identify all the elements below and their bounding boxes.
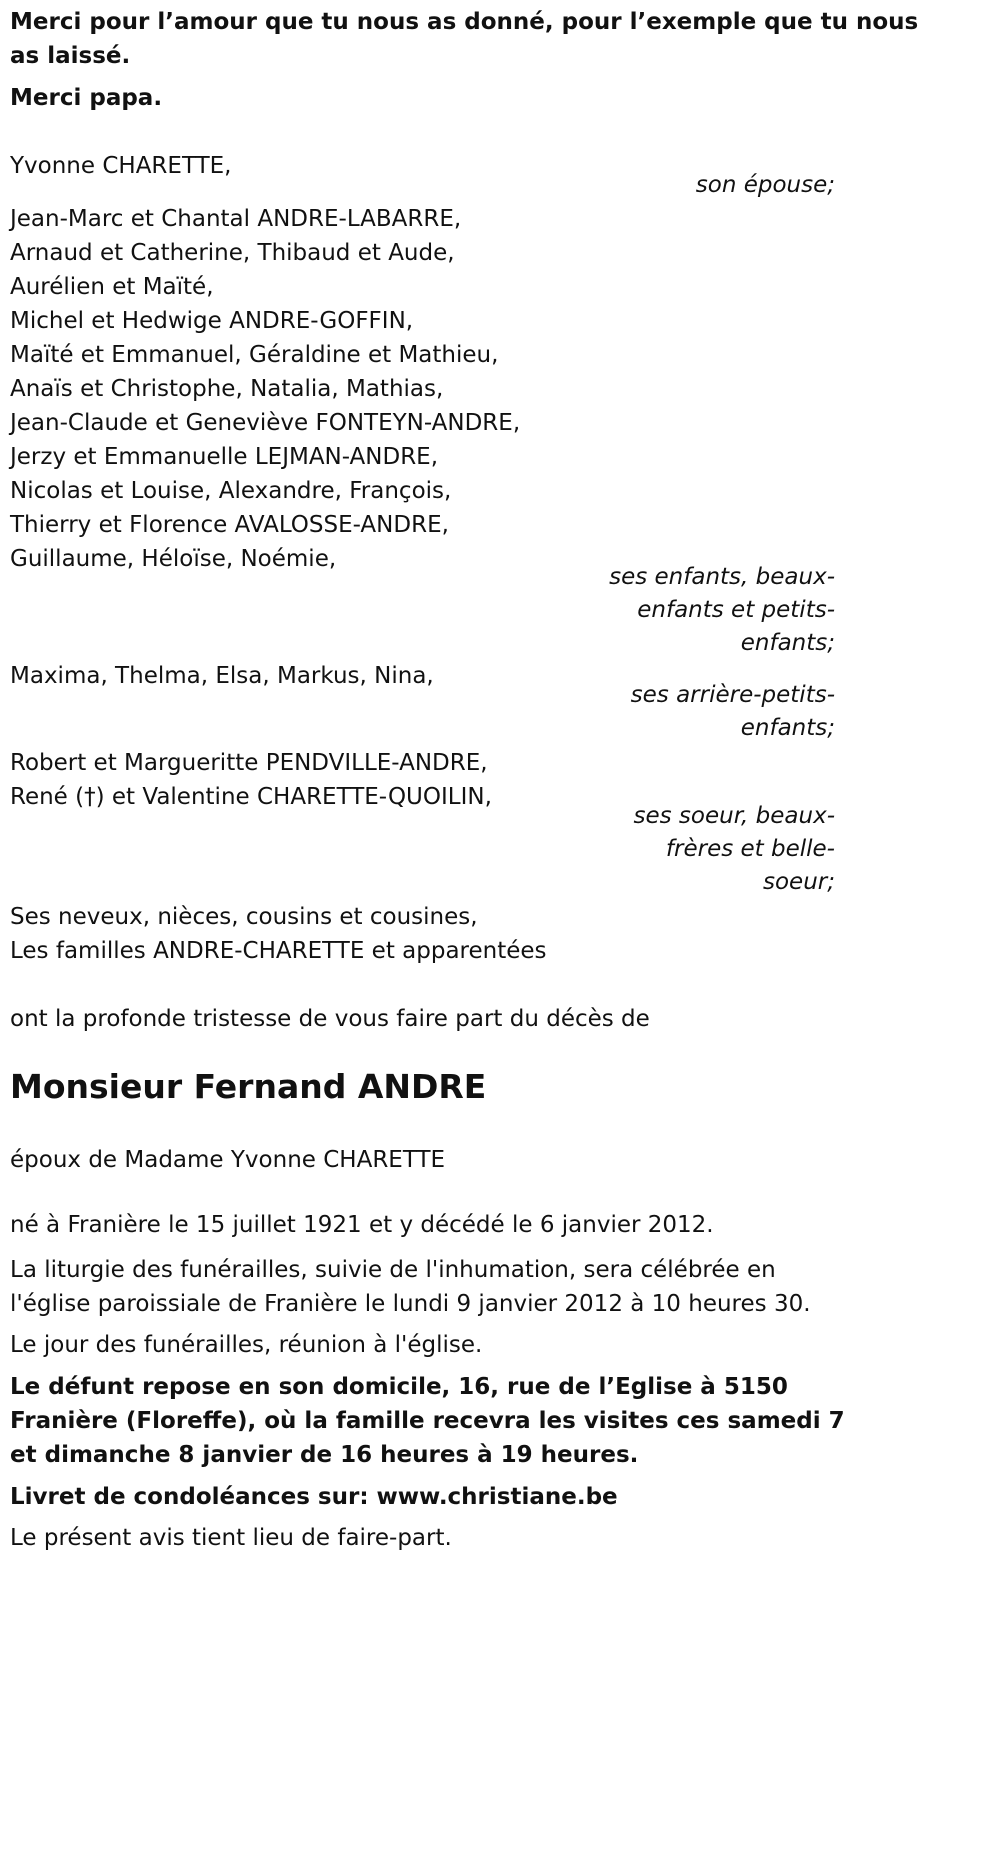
relation-line: ses arrière-petits- [630,682,835,708]
other-relatives [10,900,840,968]
relation-line: frères et belle- [665,836,835,862]
announcement-text: ont la profonde tristesse de vous faire part du décès de [10,1006,650,1032]
relation-line: enfants; [740,715,835,741]
header-tribute [10,5,919,115]
birth-death-text: né à Franière le 15 juillet 1921 et y décédé le 6 janvier 2012. [10,1212,714,1238]
family-line: Maïté et Emmanuel, Géraldine et Mathieu, [10,342,499,368]
notice [10,1521,840,1555]
family-line: Les familles ANDRE-CHARETTE et apparentées [10,938,547,964]
header-line: Merci pour l’amour que tu nous as donné, pour l’exemple que tu nous [10,9,919,35]
family-line: Jerzy et Emmanuelle LEJMAN-ANDRE, [10,444,439,470]
relation-line: ses enfants, beaux- [609,564,835,590]
relation-line: soeur; [763,869,835,895]
family-line: Nicolas et Louise, Alexandre, François, [10,478,452,504]
meeting [10,1328,840,1362]
meeting-text: Le jour des funérailles, réunion à l'église. [10,1332,483,1358]
announcement [10,1002,840,1036]
family-line: Guillaume, Héloïse, Noémie, [10,546,337,572]
relation-line: enfants; [740,630,835,656]
family-line: Arnaud et Catherine, Thibaud et Aude, [10,240,455,266]
relation-line: enfants et petits- [637,597,835,623]
spouse-name: Yvonne CHARETTE, [10,153,232,179]
deceased-spouse [10,1143,840,1177]
family-line: Michel et Hedwige ANDRE-GOFFIN, [10,308,414,334]
family-line: Jean-Marc et Chantal ANDRE-LABARRE, [10,206,462,232]
family-line: Aurélien et Maïté, [10,274,214,300]
condolences [10,1480,840,1514]
family-line: Jean-Claude et Geneviève FONTEYN-ANDRE, [10,410,521,436]
notice-text: Le présent avis tient lieu de faire-part. [10,1525,452,1551]
family-line: Ses neveux, nièces, cousins et cousines, [10,904,478,930]
family-line: Maxima, Thelma, Elsa, Markus, Nina, [10,663,434,689]
family-line: Anaïs et Christophe, Natalia, Mathias, [10,376,444,402]
visitation: Le défunt repose en son domicile, 16, rue de l’Eglise à 5150 Franière (Floreffe), où la famille recevra les visites ces samedi 7 et dimanche 8 janvier de 16 heures à 19 heures. [10,1374,845,1468]
header-line: Merci papa. [10,85,163,111]
relation-line: son épouse; [695,172,835,198]
siblings-relation [633,800,835,899]
liturgy: La liturgie des funérailles, suivie de l'inhumation, sera célébrée en l'église paroissiale de Franière le lundi 9 janvier 2012 à 10 heures 30. [10,1257,811,1317]
header-line: as laissé. [10,43,131,69]
family-line: René (†) et Valentine CHARETTE-QUOILIN, [10,784,492,810]
deceased-spouse-text: époux de Madame Yvonne CHARETTE [10,1147,446,1173]
children-names [10,202,840,576]
condolences-text: Livret de condoléances sur: www.christiane.be [10,1484,618,1510]
family-line: Robert et Margueritte PENDVILLE-ANDRE, [10,750,488,776]
great-grandchildren-relation [631,679,835,745]
family-line: Thierry et Florence AVALOSSE-ANDRE, [10,512,449,538]
deceased-name: Monsieur Fernand ANDRE [10,1067,487,1106]
birth-death [10,1208,840,1242]
spouse-relation [696,169,835,202]
children-relation [609,561,835,660]
relation-line: ses soeur, beaux- [633,803,835,829]
